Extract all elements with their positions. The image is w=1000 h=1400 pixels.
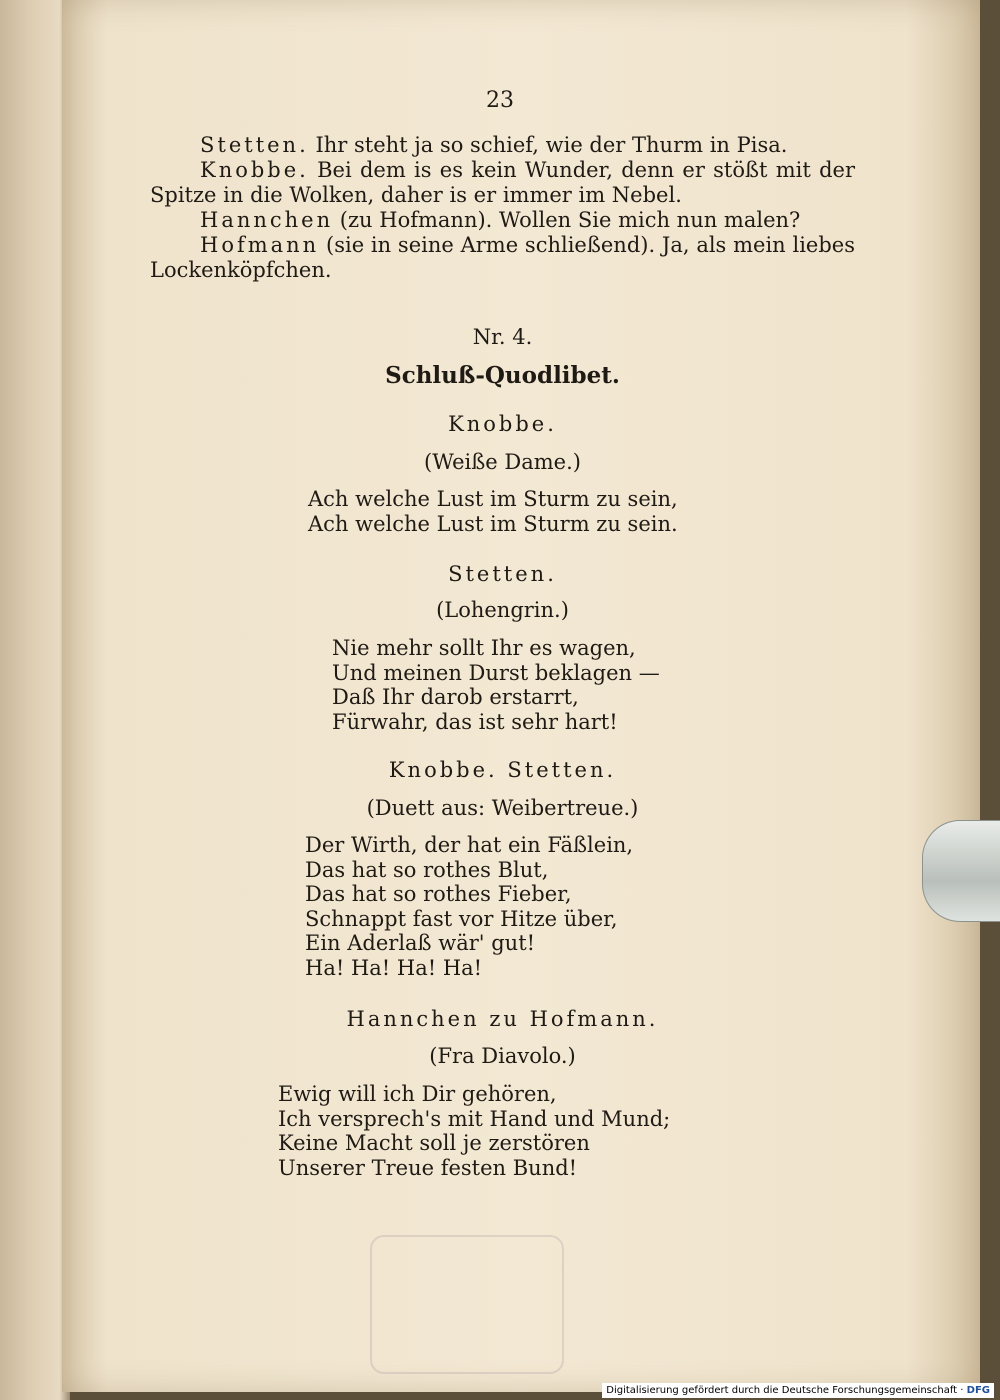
verse-line: Daß Ihr darob erstarrt, bbox=[332, 685, 579, 709]
verse-line: Das hat so rothes Blut, bbox=[305, 857, 549, 882]
section-title: Schluß-Quodlibet. bbox=[385, 362, 620, 389]
dialogue-text: Bei dem is es kein Wunder, denn er stößt mit der Spitze in die Wolken, daher is er immer im Nebel. bbox=[150, 158, 855, 207]
section-source: (Fra Diavolo.) bbox=[429, 1044, 576, 1068]
verse-line: Ein Aderlaß wär' gut! bbox=[305, 931, 536, 955]
footer-text: Digitalisierung gefördert durch die Deutsche Forschungsgemeinschaft · bbox=[606, 1385, 964, 1396]
dialogue-text: Ihr steht ja so schief, wie der Thurm in Pisa. bbox=[308, 133, 788, 157]
verse-line: Ewig will ich Dir gehören, bbox=[278, 1082, 557, 1106]
verse-line: Ach welche Lust im Sturm zu sein, bbox=[308, 487, 678, 511]
dialogue-line bbox=[150, 133, 855, 158]
page-number: 23 bbox=[486, 88, 514, 113]
verse-line: Der Wirth, der hat ein Fäßlein, bbox=[305, 833, 634, 857]
speaker-name: Stetten. bbox=[200, 133, 309, 157]
facing-page-edge bbox=[0, 0, 70, 1400]
verse-line: Keine Macht soll je zerstören bbox=[278, 1131, 590, 1155]
section-source: (Weiße Dame.) bbox=[424, 450, 581, 474]
speaker-name: Hofmann bbox=[200, 233, 320, 257]
digitization-footer bbox=[602, 1383, 994, 1398]
speaker-name: Hannchen bbox=[200, 208, 334, 232]
section-source: (Duett aus: Weibertreue.) bbox=[366, 796, 639, 820]
verse-block bbox=[278, 1082, 670, 1180]
verse-line: Ach welche Lust im Sturm zu sein. bbox=[308, 511, 678, 536]
verse-block bbox=[305, 833, 633, 980]
section-speaker: Knobbe. Stetten. bbox=[388, 758, 617, 782]
verse-line: Unserer Treue festen Bund! bbox=[278, 1155, 578, 1180]
library-stamp-showthrough bbox=[370, 1235, 564, 1374]
verse-block bbox=[332, 636, 660, 734]
dialogue-line bbox=[150, 233, 855, 283]
verse-line: Ha! Ha! Ha! Ha! bbox=[305, 955, 483, 980]
verse-line: Schnappt fast vor Hitze über, bbox=[305, 906, 618, 931]
verse-line: Und meinen Durst beklagen — bbox=[332, 660, 660, 685]
verse-block bbox=[308, 487, 678, 536]
section-source: (Lohengrin.) bbox=[436, 598, 569, 622]
page-clip bbox=[922, 820, 1000, 922]
verse-line: Das hat so rothes Fieber, bbox=[305, 882, 572, 906]
dfg-logo: DFG bbox=[966, 1385, 990, 1396]
number-heading: Nr. 4. bbox=[472, 325, 533, 349]
speaker-name: Knobbe. bbox=[200, 158, 309, 182]
verse-line: Fürwahr, das ist sehr hart! bbox=[332, 709, 618, 734]
dialogue-text: (zu Hofmann). Wollen Sie mich nun malen? bbox=[333, 208, 801, 232]
verse-line: Nie mehr sollt Ihr es wagen, bbox=[332, 636, 636, 660]
section-speaker: Stetten. bbox=[448, 562, 557, 586]
dialogue-line bbox=[150, 208, 855, 233]
section-speaker: Hannchen zu Hofmann. bbox=[346, 1007, 659, 1031]
verse-line: Ich versprech's mit Hand und Mund; bbox=[278, 1106, 671, 1131]
dialogue-line bbox=[150, 158, 855, 208]
dialogue-block bbox=[150, 133, 855, 283]
dialogue-text: (sie in seine Arme schließend). Ja, als mein liebes Lockenköpfchen. bbox=[150, 233, 855, 282]
section-speaker: Knobbe. bbox=[448, 412, 557, 436]
